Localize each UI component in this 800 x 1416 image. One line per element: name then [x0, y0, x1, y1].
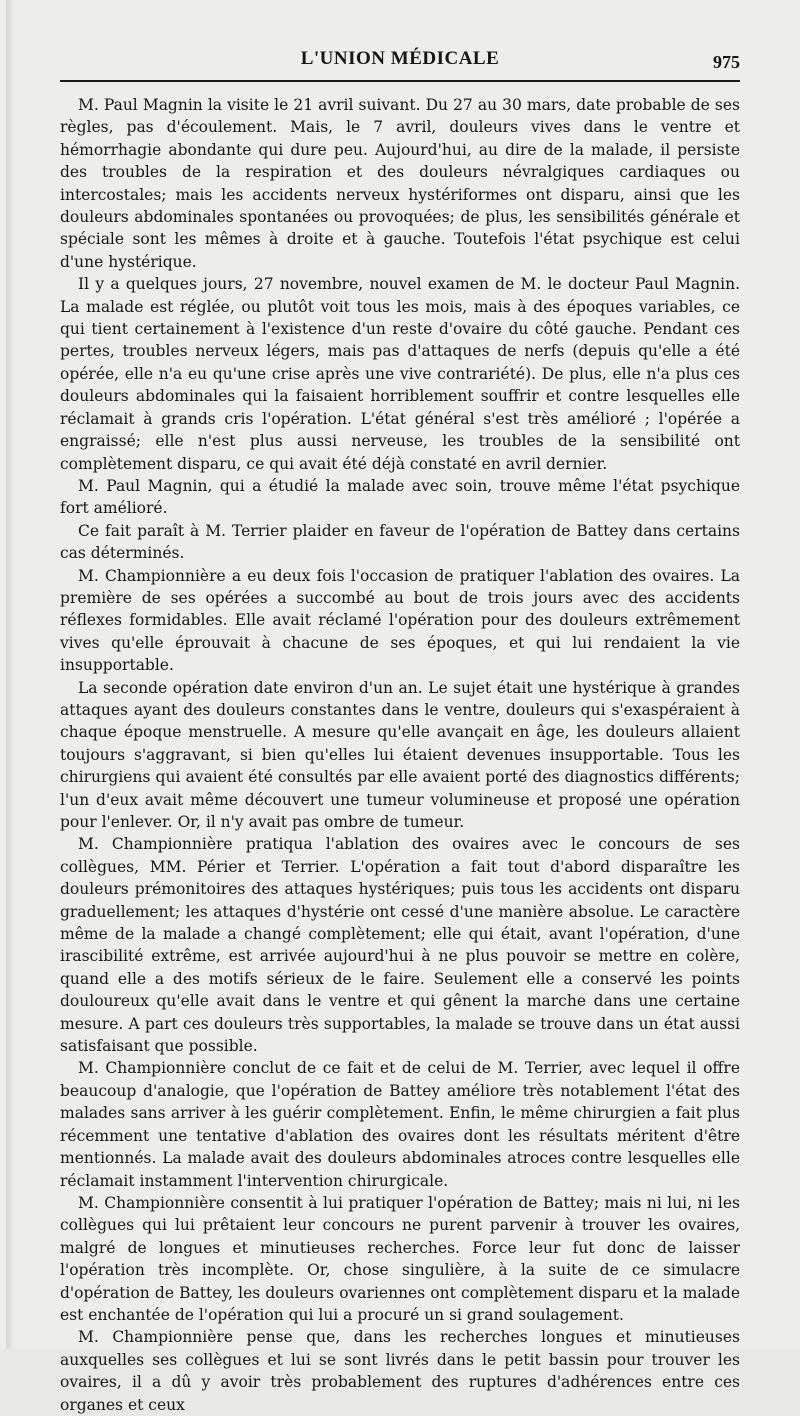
page-number: 975 — [713, 52, 740, 72]
paragraph: M. Championnière consentit à lui pratiquer l'opération de Battey; mais ni lui, ni les collègues qui lui prêtaient leur concours ne purent parvenir à trouver les ovaires, malgré de longues et minutieuses recherches. Force leur fut donc de laisser l'opération très incomplète. Or, chose singulière, à la suite de ce simulacre d'opération de Battey, les douleurs ovariennes ont complètement disparu et la malade est enchantée de l'opération qui lui a procuré un si grand soulagement. — [60, 1193, 740, 1324]
paragraph: Ce fait paraît à M. Terrier plaider en faveur de l'opération de Battey dans certains cas déterminés. — [60, 521, 740, 563]
article-body — [60, 94, 740, 1416]
journal-title: L'UNION MÉDICALE — [300, 48, 500, 69]
paragraph: Il y a quelques jours, 27 novembre, nouvel examen de M. le docteur Paul Magnin. La malade est réglée, ou plutôt voit tous les mois, mais à des époques variables, ce qui tient certainement à l'existence d'un reste d'ovaire du côté gauche. Pendant ces pertes, troubles nerveux légers, mais pas d'attaques de nerfs (depuis qu'elle a été opérée, elle n'a eu qu'une crise après une vive contrariété). De plus, elle n'a plus ces douleurs abdominales qui la faisaient horriblement souffrir et contre lesquelles elle réclamait à grands cris l'opération. L'état général s'est très amélioré ; l'opérée a engraissé; elle n'est plus aussi nerveuse, les troubles de la sensibilité ont complètement disparu, ce qui avait été déjà constaté en avril dernier. — [60, 275, 740, 473]
header-rule — [60, 80, 740, 82]
page-header — [60, 44, 740, 78]
paragraph: M. Paul Magnin, qui a étudié la malade avec soin, trouve même l'état psychique fort amélioré. — [60, 476, 740, 518]
paragraph: M. Championnière pratiqua l'ablation des ovaires avec le concours de ses collègues, MM. Périer et Terrier. L'opération a fait tout d'abord disparaître les douleurs prémonitoires des attaques hystériques; puis tous les accidents ont disparu graduellement; les attaques d'hystérie ont cessé d'une manière absolue. Le caractère même de la malade a changé complètement; elle qui était, avant l'opération, d'une irascibilité extrême, est arrivée aujourd'hui à ne plus pouvoir se mettre en colère, quand elle a des motifs sérieux de le faire. Seulement elle a conservé les points douloureux qu'elle avait dans le ventre et qui gênent la marche dans une certaine mesure. A part ces douleurs très supportables, la malade se trouve dans un état aussi satisfaisant que possible. — [60, 835, 740, 1056]
paragraph: M. Paul Magnin la visite le 21 avril suivant. Du 27 au 30 mars, date probable de ses règles, pas d'écoulement. Mais, le 7 avril, douleurs vives dans le ventre et hémorrhagie abondante qui dure peu. Aujourd'hui, au dire de la malade, il persiste des troubles de la respiration et des douleurs névralgiques cardiaques ou intercostales; mais les accidents nerveux hystériformes ont disparu, ainsi que les douleurs abdominales spontanées ou provoquées; de plus, les sensibilités générale et spéciale sont les mêmes à droite et à gauche. Toutefois l'état psychique est celui d'une hystérique. — [60, 96, 740, 271]
page-edge-shadow — [6, 0, 14, 1349]
paragraph: M. Championnière pense que, dans les recherches longues et minutieuses auxquelles ses collègues et lui se sont livrés dans le petit bassin pour trouver les ovaires, il a dû y avoir très probablement des ruptures d'adhérences entre ces organes et ceux — [60, 1328, 740, 1414]
paragraph: M. Championnière conclut de ce fait et de celui de M. Terrier, avec lequel il offre beaucoup d'analogie, que l'opération de Battey améliore très notablement l'état des malades sans arriver à les guérir complètement. Enfin, le même chirurgien a fait plus récemment une tentative d'ablation des ovaires dont les résultats méritent d'être mentionnés. La malade avait des douleurs abdominales atroces contre lesquelles elle réclamait instamment l'intervention chirurgicale. — [60, 1059, 740, 1190]
paragraph: M. Championnière a eu deux fois l'occasion de pratiquer l'ablation des ovaires. La première de ses opérées a succombé au bout de trois jours avec des accidents réflexes formidables. Elle avait réclamé l'opération pour des douleurs extrêmement vives qu'elle éprouvait à chacune de ses époques, et qui lui rendaient la vie insupportable. — [60, 566, 740, 675]
paragraph: La seconde opération date environ d'un an. Le sujet était une hystérique à grandes attaques ayant des douleurs constantes dans le ventre, douleurs qui s'exaspéraient à chaque époque menstruelle. A mesure qu'elle avançait en âge, les douleurs allaient toujours s'aggravant, si bien qu'elles lui étaient devenues insupportable. Tous les chirurgiens qui avaient été consultés par elle avaient porté des diagnostics différents; l'un d'eux avait même découvert une tumeur volumineuse et proposé une opération pour l'enlever. Or, il n'y avait pas ombre de tumeur. — [60, 678, 740, 831]
